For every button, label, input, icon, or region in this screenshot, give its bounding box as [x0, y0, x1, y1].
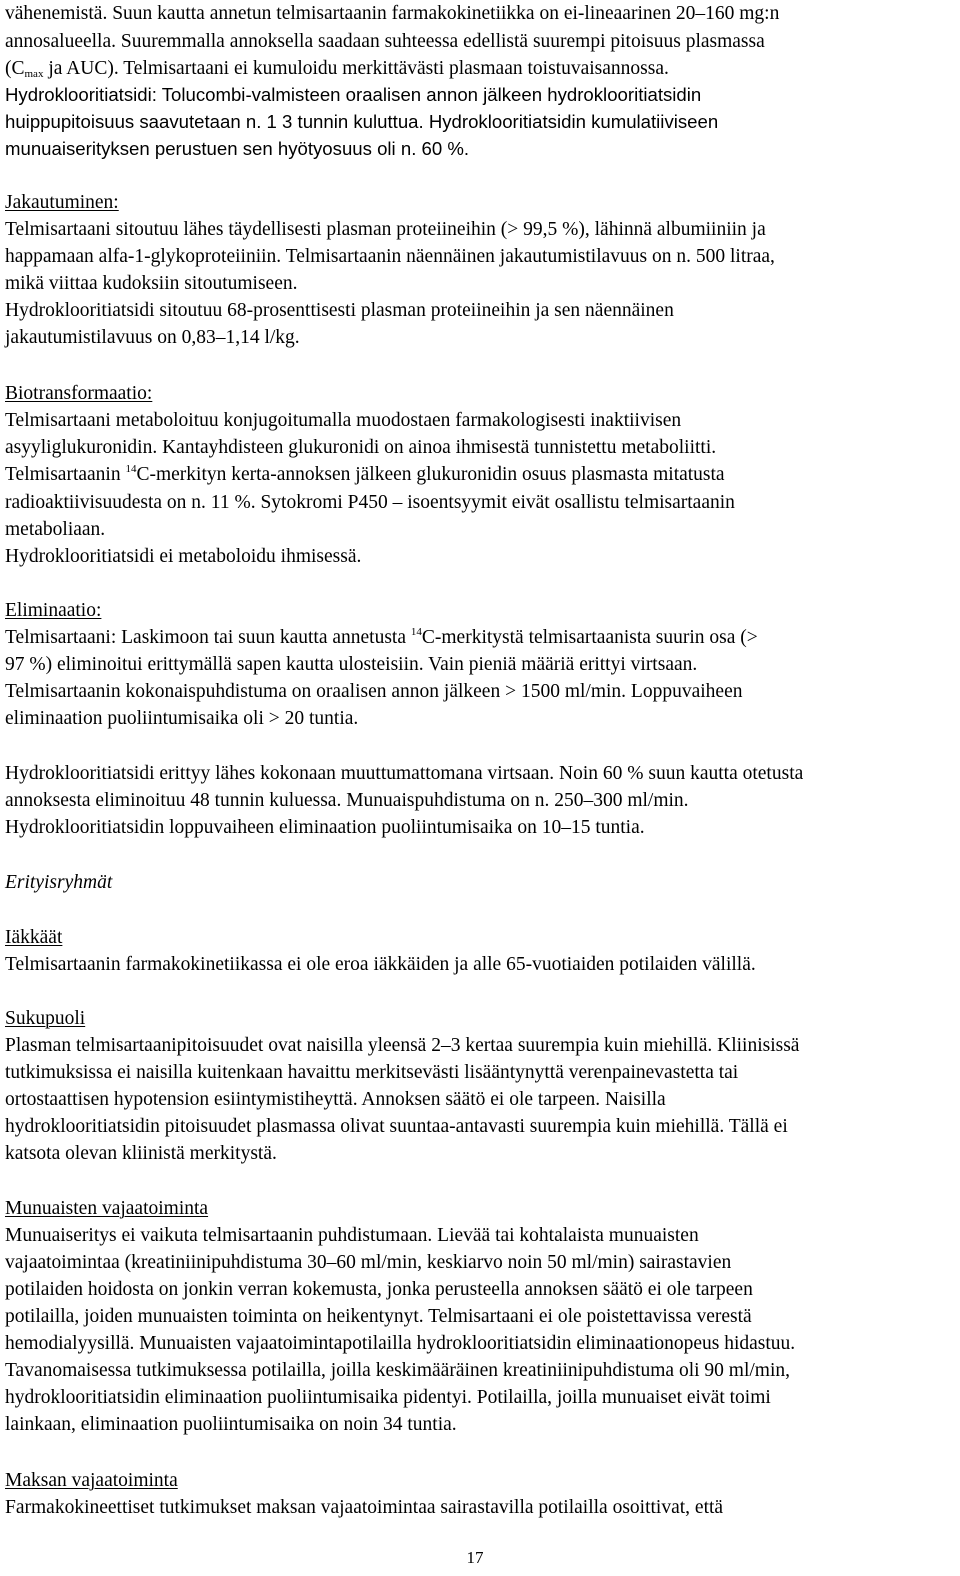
text-line: potilaiden hoidosta on jonkin verran kokemusta, jonka perusteella annoksen säätö ei ole tarpeen	[5, 1279, 753, 1300]
section-heading: Jakautuminen:	[5, 192, 119, 213]
text-line: Munuaiseritys ei vaikuta telmisartaanin puhdistumaan. Lievää tai kohtalaista munuaisten	[5, 1225, 699, 1246]
text-line: Telmisartaanin $^{14}$C-merkityn kerta-annoksen jälkeen glukuronidin osuus plasmasta mitatusta	[5, 463, 725, 485]
text-line: ortostaattisen hypotension esiintymistiheyttä. Annoksen säätö ei ole tarpeen. Naisilla	[5, 1089, 666, 1110]
text-line: vähenemistä. Suun kautta annetun telmisartaanin farmakokinetiikka on ei-lineaarinen 20–160 mg:n	[5, 3, 780, 24]
page-number: 17	[466, 1548, 484, 1567]
section-heading: Erityisryhmät	[5, 872, 113, 893]
text-line: Plasman telmisartaanipitoisuudet ovat naisilla yleensä 2–3 kertaa suurempia kuin miehillä. Kliinisissä	[5, 1035, 800, 1056]
text-line: Telmisartaanin farmakokinetiikassa ei ole eroa iäkkäiden ja alle 65-vuotiaiden potilaiden välillä.	[5, 954, 756, 975]
text-line: potilailla, joiden munuaisten toiminta on heikentynyt. Telmisartaani ei ole poistettavissa verestä	[5, 1306, 752, 1327]
text-line: huippupitoisuus saavutetaan n. 1 3 tunnin kuluttua. Hydroklooritiatsidin kumulatiiviseen	[5, 111, 719, 132]
text-line: Farmakokineettiset tutkimukset maksan vajaatoimintaa sairastavilla potilailla osoittivat, että	[5, 1497, 724, 1518]
text-line: Telmisartaani metaboloituu konjugoitumalla muodostaen farmakologisesti inaktiivisen	[5, 410, 682, 431]
text-line: munuaiserityksen perustuen sen hyötyosuus oli n. 60 %.	[5, 138, 470, 159]
text-line: lainkaan, eliminaation puoliintumisaika on noin 34 tuntia.	[5, 1414, 457, 1435]
text-line: Hydroklooritiatsidi sitoutuu 68-prosenttisesti plasman proteiineihin ja sen näennäinen	[5, 300, 674, 321]
text-line: annoksesta eliminoituu 48 tunnin kuluessa. Munuaispuhdistuma on n. 250–300 ml/min.	[5, 790, 689, 811]
text-line: metaboliaan.	[5, 519, 106, 540]
section-heading: Eliminaatio:	[5, 600, 102, 621]
text-line: mikä viittaa kudoksiin sitoutumiseen.	[5, 273, 298, 294]
text-line: happamaan alfa-1-glykoproteiiniin. Telmisartaanin näennäinen jakautumistilavuus on n. 500 litraa,	[5, 246, 775, 267]
text-line: Telmisartaani sitoutuu lähes täydellisesti plasman proteiineihin (> 99,5 %), lähinnä albumiiniin ja	[5, 219, 766, 240]
text-line: hydroklooritiatsidin eliminaation puoliintumisaika pidentyi. Potilailla, joilla munuaiset eivät toimi	[5, 1387, 771, 1408]
text-line: Telmisartaani: Laskimoon tai suun kautta annetusta $^{14}$C-merkitystä telmisartaanista suurin osa (>	[5, 626, 758, 648]
text-line: katsota olevan kliinistä merkitystä.	[5, 1143, 277, 1164]
text-line: vajaatoimintaa (kreatiniinipuhdistuma 30–60 ml/min, keskiarvo noin 50 ml/min) sairastavien	[5, 1252, 732, 1273]
subsection-heading: Munuaisten vajaatoiminta	[5, 1198, 209, 1219]
subscript: max	[24, 68, 44, 80]
text-line: Telmisartaanin kokonaispuhdistuma on oraalisen annon jälkeen > 1500 ml/min. Loppuvaiheen	[5, 681, 743, 702]
text-line: ($C_{max}$ ja AUC). Telmisartaani ei kumuloidu merkittävästi plasmaan toistuvaisannossa.	[5, 58, 669, 80]
text-line: 97 %) eliminoitui erittymällä sapen kautta ulosteisiin. Vain pieniä määriä erittyi virtsaan.	[5, 654, 698, 675]
superscript: 14	[125, 463, 137, 475]
subsection-heading: Iäkkäät	[5, 927, 63, 948]
section-heading: Biotransformaatio:	[5, 383, 153, 404]
text-line: radioaktiivisuudesta on n. 11 %. Sytokromi P450 – isoentsyymit eivät osallistu telmisartaanin	[5, 492, 735, 513]
text-line: Hydroklooritiatsidi erittyy lähes kokonaan muuttumattomana virtsaan. Noin 60 % suun kautta otetusta	[5, 763, 804, 784]
subsection-heading: Maksan vajaatoiminta	[5, 1470, 178, 1491]
text-line: hydroklooritiatsidin pitoisuudet plasmassa olivat suuntaa-antavasti suurempia kuin miehillä. Tällä ei	[5, 1116, 788, 1137]
superscript: 14	[410, 626, 422, 638]
text-line: Hydroklooritiatsidi ei metaboloidu ihmisessä.	[5, 546, 362, 567]
text-line: Tavanomaisessa tutkimuksessa potilailla, joilla keskimääräinen kreatiniinipuhdistuma oli 90 ml/min,	[5, 1360, 790, 1381]
text-line: tutkimuksissa ei naisilla kuitenkaan havaittu merkitsevästi lisääntynyttä verenpainevastetta tai	[5, 1062, 739, 1083]
text-line: Hydroklooritiatsidin loppuvaiheen eliminaation puoliintumisaika on 10–15 tuntia.	[5, 817, 645, 838]
text-line: asyyliglukuronidin. Kantayhdisteen glukuronidi on ainoa ihmisestä tunnistettu metaboliitti.	[5, 437, 717, 458]
text-line: annosalueella. Suuremmalla annoksella saadaan suhteessa edellistä suurempi pitoisuus plasmassa	[5, 31, 765, 52]
subsection-heading: Sukupuoli	[5, 1008, 86, 1029]
text-line: eliminaation puoliintumisaika oli > 20 tuntia.	[5, 708, 359, 729]
text-line: hemodialyysillä. Munuaisten vajaatoimintapotilailla hydroklooritiatsidin eliminaationopeus hidastuu.	[5, 1333, 796, 1354]
text-line: Hydroklooritiatsidi: Tolucombi-valmisteen oraalisen annon jälkeen hydroklooritiatsidin	[5, 84, 702, 105]
text-line: jakautumistilavuus on 0,83–1,14 l/kg.	[5, 327, 300, 348]
